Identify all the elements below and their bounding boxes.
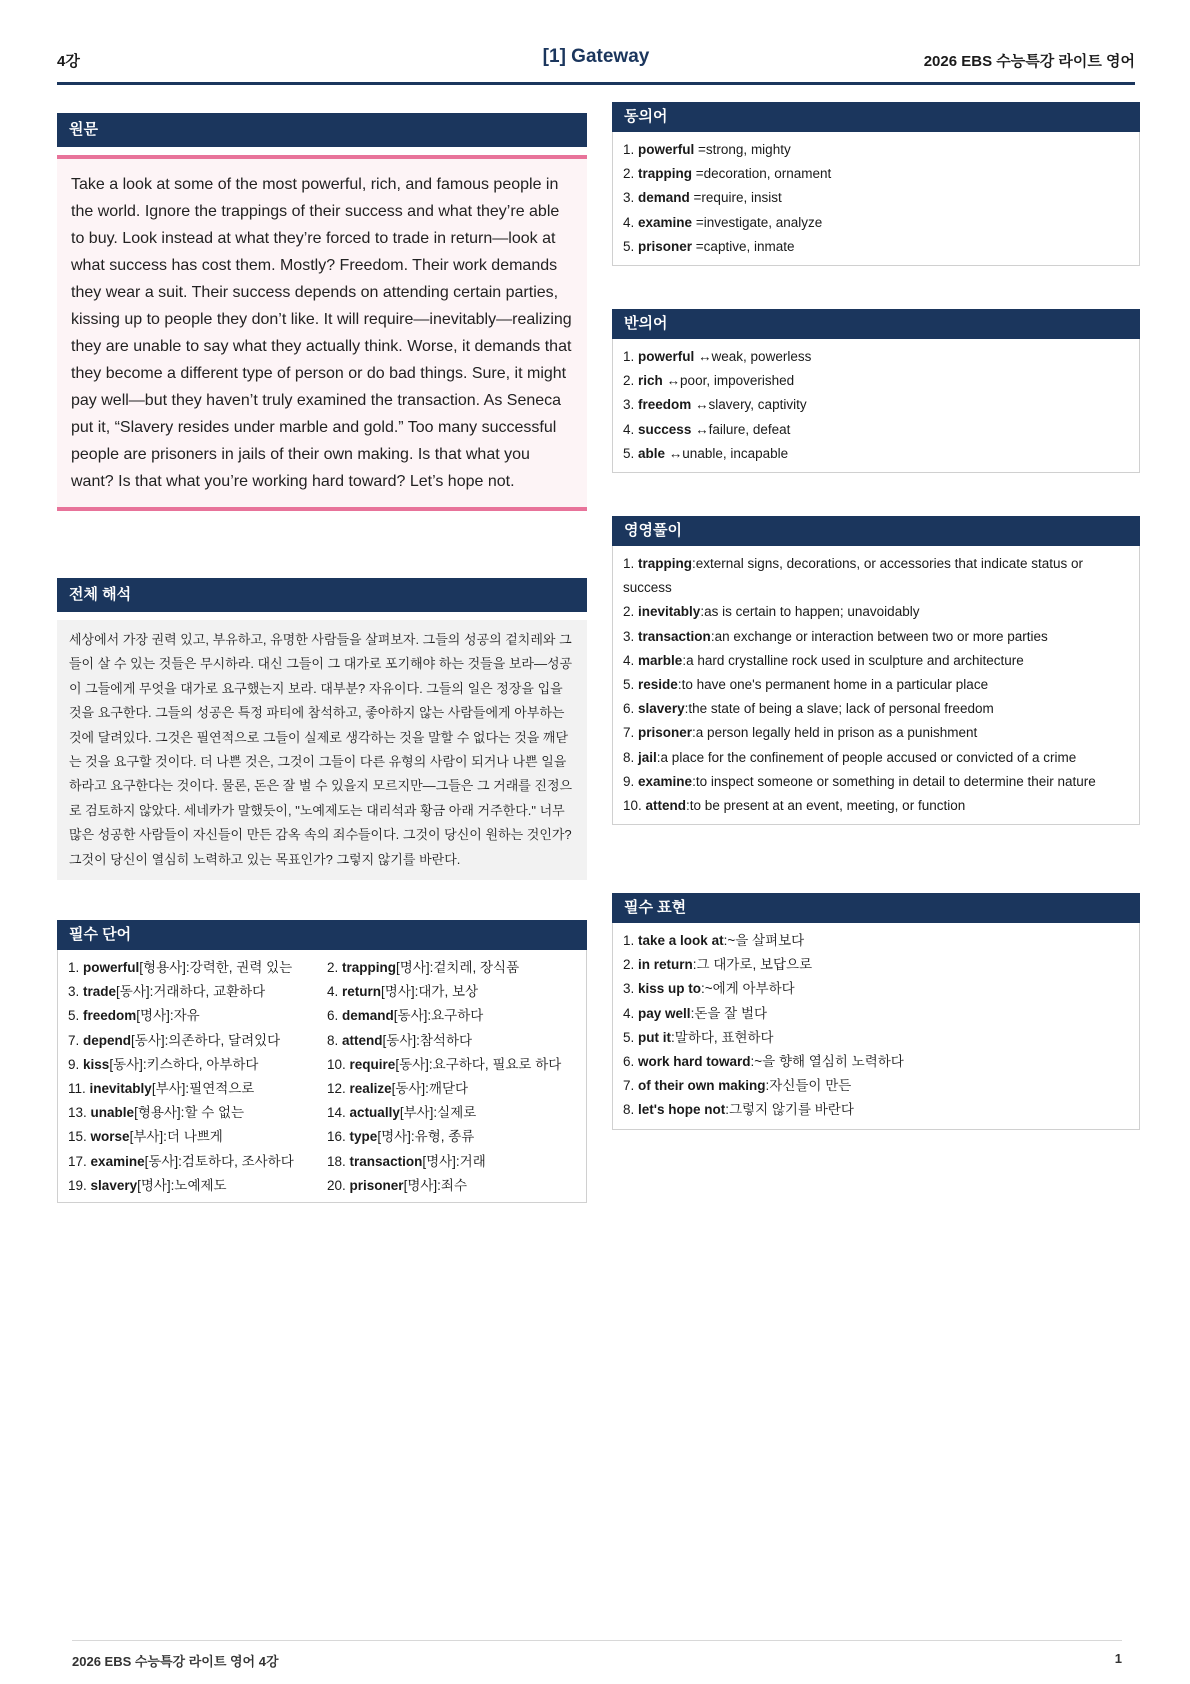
item-term: put it — [638, 1029, 672, 1045]
item-term: attend — [342, 1032, 383, 1048]
item-number: 4. — [623, 652, 635, 668]
item-term: jail — [638, 749, 657, 765]
item-number: 8. — [327, 1032, 339, 1048]
vocab-item — [68, 1004, 327, 1028]
item-description: [명사]:대가, 보상 — [381, 984, 479, 1000]
item-term: kiss up to — [638, 981, 702, 997]
item-term: demand — [638, 190, 690, 206]
item-term: depend — [83, 1032, 132, 1048]
item-term: freedom — [83, 1008, 137, 1024]
item-number: 3. — [68, 984, 80, 1000]
item-description: :as is certain to happen; unavoidably — [700, 604, 920, 620]
item-number: 8. — [623, 749, 635, 765]
item-number: 5. — [68, 1008, 80, 1024]
vocab-item — [327, 1004, 576, 1028]
item-description: :말하다, 표현하다 — [671, 1029, 774, 1045]
item-number: 1. — [623, 349, 635, 364]
item-description: =strong, mighty — [694, 142, 791, 157]
definition-item — [623, 649, 1129, 673]
expression-item — [623, 977, 1129, 1001]
item-term: realize — [349, 1081, 392, 1097]
item-number: 4. — [623, 421, 635, 437]
item-term: prisoner — [638, 238, 693, 254]
item-term: unable — [90, 1105, 135, 1121]
item-number: 9. — [68, 1056, 80, 1072]
item-term: powerful — [638, 142, 695, 157]
item-number: 10. — [327, 1056, 346, 1072]
item-description: [동사]:참석하다 — [382, 1032, 473, 1048]
antonym-item — [623, 442, 1129, 466]
item-number: 2. — [327, 960, 339, 975]
original-title: 원문 — [57, 113, 587, 147]
vocab-item — [68, 1077, 327, 1101]
item-number: 15. — [68, 1129, 87, 1145]
item-description: [명사]:겉치레, 장식품 — [396, 960, 520, 975]
item-term: let's hope not — [638, 1102, 726, 1118]
expression-item — [623, 1050, 1129, 1074]
vocab-item — [327, 1150, 576, 1174]
item-description: :the state of being a slave; lack of personal freedom — [684, 701, 994, 717]
item-description: :a place for the confinement of people accused or convicted of a crime — [656, 749, 1077, 765]
item-description: ↔weak, powerless — [694, 349, 812, 364]
footer-title: 2026 EBS 수능특강 라이트 영어 4강 — [72, 1654, 279, 1669]
item-description: :자신들이 만든 — [765, 1078, 852, 1094]
vocab-item — [327, 1174, 576, 1198]
synonym-item — [623, 138, 1129, 162]
item-term: transaction — [638, 628, 711, 644]
synonym-item — [623, 211, 1129, 235]
vocab-item — [68, 1150, 327, 1174]
definition-item — [623, 721, 1129, 745]
page-number: 1 — [1114, 1651, 1122, 1666]
item-term: inevitably — [638, 604, 701, 620]
item-number: 4. — [623, 214, 635, 230]
item-description: ↔failure, defeat — [691, 421, 791, 437]
item-term: kiss — [83, 1056, 110, 1072]
expressions-section — [612, 893, 1140, 1130]
expression-item — [623, 1026, 1129, 1050]
item-description: [동사]:검토하다, 조사하다 — [144, 1153, 294, 1169]
item-description: [부사]:더 나쁘게 — [129, 1129, 223, 1145]
vocab-section — [57, 920, 587, 1203]
item-description: ↔unable, incapable — [665, 445, 789, 461]
item-description: [명사]:죄수 — [403, 1177, 467, 1193]
item-term: prisoner — [349, 1177, 404, 1193]
item-term: able — [638, 445, 666, 461]
item-number: 6. — [623, 1054, 635, 1070]
translation-title: 전체 해석 — [57, 578, 587, 612]
item-number: 7. — [623, 1078, 635, 1094]
expression-item — [623, 953, 1129, 977]
definition-item — [623, 770, 1129, 794]
item-number: 7. — [623, 725, 635, 741]
item-term: examine — [638, 773, 693, 789]
item-term: require — [349, 1056, 396, 1072]
definitions-list — [613, 546, 1139, 824]
antonym-item — [623, 393, 1129, 417]
item-term: prisoner — [638, 725, 693, 741]
item-number: 5. — [623, 238, 635, 254]
item-number: 2. — [623, 957, 635, 973]
item-term: examine — [90, 1153, 145, 1169]
original-text: Take a look at some of the most powerful, rich, and famous people in the world. Ignore the trappings of their success and what they’re able to buy. Look instead at what they’re forced to trade in return—look at what success has cost them. Mostly? Freedom. Their work demands they wear a suit. Their success depends on attending certain parties, kissing up to people they don’t like. It will require—inevitably—realizing they are unable to say what they actually think. Worse, it demands that they become a different type of person or do bad things. Sure, it might pay well—but they haven’t truly examined the transaction. As Seneca put it, “Slavery resides under marble and gold.” Too many successful people are prisoners in jails of their own making. Is that what you want? Is that what you’re working hard toward? Let’s hope not. — [57, 155, 587, 511]
definition-item — [623, 673, 1129, 697]
item-number: 2. — [623, 166, 635, 182]
vocab-item — [68, 980, 327, 1004]
item-term: success — [638, 421, 692, 437]
vocab-item — [68, 1029, 327, 1053]
vocab-item — [68, 1053, 327, 1077]
item-term: inevitably — [89, 1081, 152, 1097]
page-footer — [72, 1640, 1122, 1675]
item-number: 3. — [623, 190, 635, 206]
page-header — [57, 44, 1135, 85]
item-description: :external signs, decorations, or accessories that indicate status or success — [623, 556, 1083, 596]
item-number: 1. — [623, 933, 635, 948]
item-number: 18. — [327, 1153, 346, 1169]
item-term: attend — [645, 798, 687, 814]
item-description: =captive, inmate — [692, 238, 795, 254]
item-number: 4. — [623, 1005, 635, 1021]
item-term: powerful — [638, 349, 695, 364]
item-number: 10. — [623, 798, 642, 814]
book-title: 2026 EBS 수능특강 라이트 영어 — [923, 53, 1135, 70]
item-description: :그렇지 않기를 바란다 — [725, 1102, 854, 1118]
item-description: ↔slavery, captivity — [691, 397, 807, 413]
synonyms-title: 동의어 — [612, 102, 1140, 132]
item-description: [명사]:노예제도 — [137, 1177, 227, 1193]
item-number: 3. — [623, 397, 635, 413]
synonyms-list — [613, 132, 1139, 265]
definition-item — [623, 794, 1129, 818]
item-number: 11. — [68, 1081, 86, 1097]
item-term: powerful — [83, 960, 140, 975]
synonym-item — [623, 235, 1129, 259]
vocab-item — [68, 1101, 327, 1125]
item-number: 1. — [623, 556, 635, 571]
item-description: :a person legally held in prison as a punishment — [692, 725, 978, 741]
definitions-title: 영영풀이 — [612, 516, 1140, 546]
translation-section — [57, 578, 587, 880]
vocab-item — [327, 1101, 576, 1125]
item-description: [명사]:거래 — [422, 1153, 486, 1169]
item-description: :돈을 잘 벌다 — [690, 1005, 768, 1021]
definition-item — [623, 697, 1129, 721]
item-term: rich — [638, 373, 663, 389]
definition-item — [623, 746, 1129, 770]
item-term: in return — [638, 957, 693, 973]
item-term: worse — [90, 1129, 130, 1145]
item-term: trade — [83, 984, 117, 1000]
item-description: ↔poor, impoverished — [662, 373, 795, 389]
item-description: :~을 향해 열심히 노력하다 — [750, 1054, 904, 1070]
item-term: freedom — [638, 397, 692, 413]
vocab-item — [327, 980, 576, 1004]
vocab-item — [327, 1053, 576, 1077]
item-description: [동사]:거래하다, 교환하다 — [116, 984, 266, 1000]
expressions-list — [613, 923, 1139, 1129]
item-term: pay well — [638, 1005, 691, 1021]
item-description: [동사]:깨닫다 — [391, 1081, 469, 1097]
item-number: 1. — [68, 960, 80, 975]
item-description: [형용사]:할 수 없는 — [134, 1105, 245, 1121]
synonym-item — [623, 186, 1129, 210]
item-term: actually — [349, 1105, 400, 1121]
item-number: 8. — [623, 1102, 635, 1118]
vocab-item — [327, 1077, 576, 1101]
item-description: :그 대가로, 보답으로 — [692, 957, 813, 973]
definition-item — [623, 600, 1129, 624]
item-number: 19. — [68, 1177, 87, 1193]
expressions-title: 필수 표현 — [612, 893, 1140, 923]
page-title: [1] Gateway — [542, 46, 650, 67]
item-description: =investigate, analyze — [692, 214, 823, 230]
synonyms-section — [612, 102, 1140, 266]
item-term: trapping — [342, 960, 397, 975]
antonyms-title: 반의어 — [612, 309, 1140, 339]
item-term: trapping — [638, 166, 693, 182]
item-description: [동사]:의존하다, 달려있다 — [131, 1032, 281, 1048]
vocab-item — [327, 1029, 576, 1053]
antonyms-list — [613, 339, 1139, 472]
item-term: take a look at — [638, 933, 724, 948]
item-description: :~에게 아부하다 — [701, 981, 795, 997]
item-number: 6. — [623, 701, 635, 717]
antonym-item — [623, 418, 1129, 442]
item-term: trapping — [638, 556, 693, 571]
item-description: :a hard crystalline rock used in sculpture and architecture — [682, 652, 1024, 668]
item-description: :to be present at an event, meeting, or function — [686, 798, 966, 814]
item-term: slavery — [90, 1177, 138, 1193]
item-number: 3. — [623, 981, 635, 997]
expression-item — [623, 1002, 1129, 1026]
lesson-number: 4강 — [57, 53, 80, 70]
item-term: examine — [638, 214, 693, 230]
vocab-item — [68, 1125, 327, 1149]
item-term: marble — [638, 652, 683, 668]
vocab-grid — [58, 950, 586, 1202]
item-description: :to have one's permanent home in a particular place — [677, 677, 989, 693]
item-description: :to inspect someone or something in detail to determine their nature — [692, 773, 1096, 789]
expression-item — [623, 1098, 1129, 1122]
item-term: return — [342, 984, 382, 1000]
item-term: of their own making — [638, 1078, 766, 1094]
item-term: slavery — [638, 701, 685, 717]
item-number: 2. — [623, 604, 635, 620]
synonym-item — [623, 162, 1129, 186]
item-number: 1. — [623, 142, 635, 157]
item-number: 5. — [623, 677, 635, 693]
item-number: 17. — [68, 1153, 87, 1169]
item-number: 3. — [623, 628, 635, 644]
item-term: work hard toward — [638, 1054, 751, 1070]
item-term: type — [349, 1129, 378, 1145]
item-description: [명사]:유형, 종류 — [377, 1129, 475, 1145]
item-term: transaction — [349, 1153, 423, 1169]
item-number: 16. — [327, 1129, 346, 1145]
item-number: 5. — [623, 445, 635, 461]
expression-item — [623, 1074, 1129, 1098]
item-description: [부사]:실제로 — [399, 1105, 477, 1121]
original-section — [57, 113, 587, 511]
vocab-item — [68, 1174, 327, 1198]
expression-item — [623, 929, 1129, 953]
vocab-title: 필수 단어 — [57, 920, 587, 950]
item-description: :~을 살펴보다 — [723, 933, 805, 948]
item-term: demand — [342, 1008, 394, 1024]
item-number: 2. — [623, 373, 635, 389]
item-description: =decoration, ornament — [692, 166, 832, 182]
item-number: 7. — [68, 1032, 80, 1048]
item-description: [동사]:요구하다, 필요로 하다 — [395, 1056, 562, 1072]
vocab-item — [327, 956, 576, 980]
item-number: 12. — [327, 1081, 346, 1097]
item-description: [형용사]:강력한, 권력 있는 — [139, 960, 293, 975]
item-description: :an exchange or interaction between two or more parties — [710, 628, 1048, 644]
definitions-section — [612, 516, 1140, 825]
antonym-item — [623, 345, 1129, 369]
translation-text: 세상에서 가장 권력 있고, 부유하고, 유명한 사람들을 살펴보자. 그들의 성공의 겉치레와 그들이 살 수 있는 것들은 무시하라. 대신 그들이 그 대가로 포기해야 하는 것들을 보라—성공이 그들에게 무엇을 대가로 요구했는지 보라. 대부분? 자유이다. 그들의 일은 정장을 입을 것을 요구한다. 그들의 성공은 특정 파티에 참석하고, 좋아하지 않는 사람들에게 아부하는 것에 달려있다. 그것은 필연적으로 그들이 실제로 생각하는 것을 말할 수 없다는 것을 깨닫는 것을 요구할 것이다. 더 나쁜 것은, 그것이 그들이 다른 유형의 사람이 되거나 나쁜 일을 하라고 요구한다는 것이다. 물론, 돈은 잘 벌 수 있을지 모르지만—그들은 그 거래를 진정으로 검토하지 않았다. 세네카가 말했듯이, "노예제도는 대리석과 황금 아래 거주한다." 너무 많은 성공한 사람들이 자신들이 만든 감옥 속의 죄수들이다. 그것이 당신이 원하는 것인가? 그것이 당신이 열심히 노력하고 있는 목표인가? 그렇지 않기를 바란다. — [57, 620, 587, 880]
item-description: [동사]:요구하다 — [393, 1008, 484, 1024]
item-description: [명사]:자유 — [136, 1008, 200, 1024]
antonyms-section — [612, 309, 1140, 473]
item-description: [동사]:키스하다, 아부하다 — [109, 1056, 259, 1072]
item-number: 6. — [327, 1008, 339, 1024]
item-number: 20. — [327, 1177, 346, 1193]
definition-item — [623, 625, 1129, 649]
item-number: 5. — [623, 1029, 635, 1045]
vocab-box — [57, 950, 587, 1203]
item-number: 4. — [327, 984, 339, 1000]
item-number: 9. — [623, 773, 635, 789]
definition-item — [623, 552, 1129, 600]
item-description: =require, insist — [689, 190, 782, 206]
item-number: 14. — [327, 1105, 346, 1121]
vocab-item — [68, 956, 327, 980]
item-number: 13. — [68, 1105, 87, 1121]
item-description: [부사]:필연적으로 — [151, 1081, 255, 1097]
vocab-item — [327, 1125, 576, 1149]
antonym-item — [623, 369, 1129, 393]
item-term: reside — [638, 677, 678, 693]
